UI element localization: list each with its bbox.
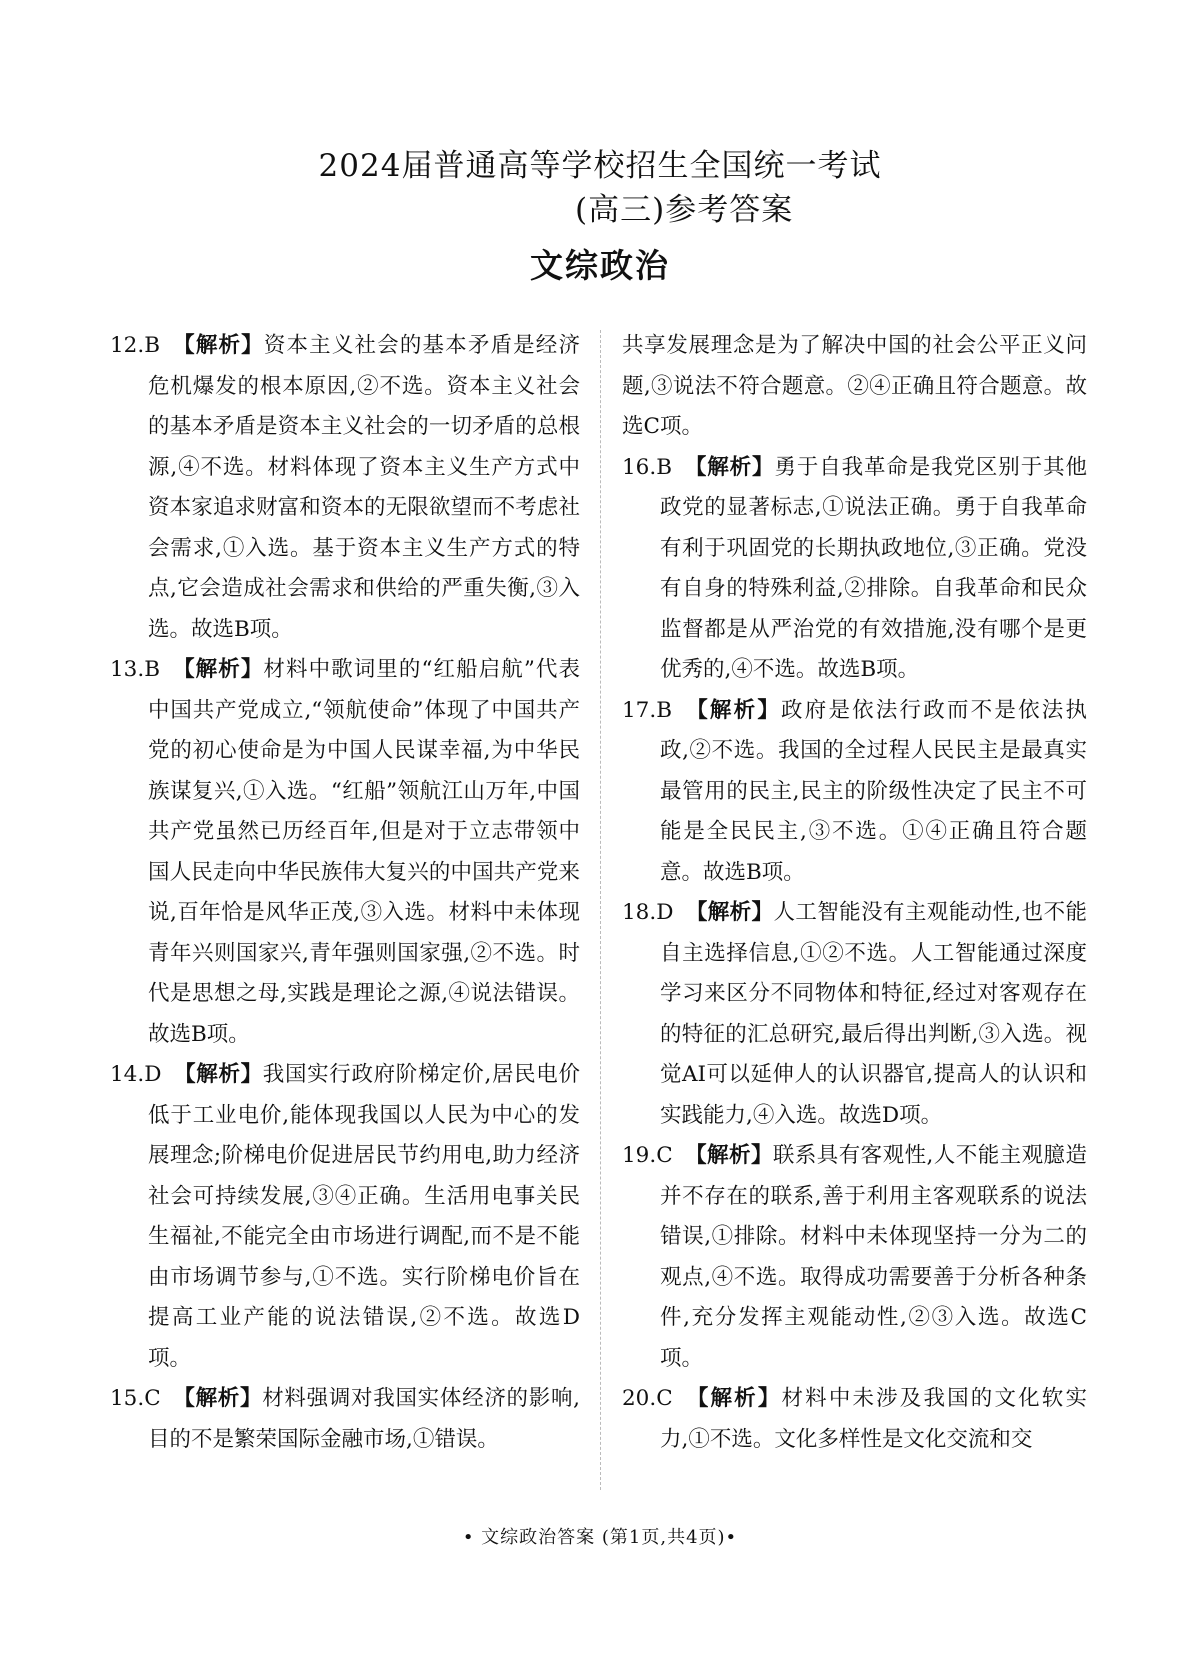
answer-explanation: 材料强调对我国实体经济的影响,目的不是繁荣国际金融市场,①错误。 [148, 1386, 580, 1452]
answer-item-12 [110, 326, 580, 650]
question-number: 13.B [110, 657, 160, 682]
answer-item-14 [110, 1055, 580, 1379]
analysis-tag: 【解析】 [684, 454, 775, 480]
answer-explanation: 我国实行政府阶梯定价,居民电价低于工业电价,能体现我国以人民为中心的发展理念;阶梯电价促进居民节约用电,助力经济社会可持续发展,③④正确。生活用电事关民生福祉,不能完全由市场进行调配,而不是不能由市场调节参与,①不选。实行阶梯电价旨在提高工业产能的说法错误,②不选。故选D项。 [148, 1062, 580, 1371]
column-divider [600, 330, 601, 1490]
analysis-tag: 【解析】 [684, 697, 782, 723]
analysis-tag: 【解析】 [172, 333, 264, 358]
subject-heading: 文综政治 [530, 246, 670, 285]
answer-item-19 [622, 1136, 1087, 1379]
question-number: 12.B [110, 333, 160, 358]
analysis-tag: 【解析】 [172, 1386, 263, 1411]
analysis-tag: 【解析】 [173, 1062, 263, 1087]
answer-item-20 [622, 1379, 1087, 1460]
analysis-tag: 【解析】 [172, 657, 264, 682]
question-number: 17.B [622, 697, 672, 723]
question-number: 15.C [110, 1386, 161, 1411]
answer-item-17 [622, 691, 1087, 894]
question-number: 19.C [622, 1143, 673, 1168]
answer-item-13 [110, 650, 580, 1055]
question-number: 20.C [622, 1386, 673, 1411]
answer-explanation: 材料中歌词里的“红船启航”代表中国共产党成立,“领航使命”体现了中国共产党的初心使命是为中国人民谋幸福,为中华民族谋复兴,①入选。“红船”领航江山万年,中国共产党虽然已历经百年,但是对于立志带领中国人民走向中华民族伟大复兴的中国共产党来说,百年恰是风华正茂,③入选。材料中未体现青年兴则国家兴,青年强则国家强,②不选。时代是思想之母,实践是理论之源,④说法错误。故选B项。 [148, 657, 580, 1047]
analysis-tag: 【解析】 [685, 900, 774, 925]
answer-explanation: 联系具有客观性,人不能主观臆造并不存在的联系,善于利用主客观联系的说法错误,①排除。材料中未体现坚持一分为二的观点,④不选。取得成功需要善于分析各种条件,充分发挥主观能动性,②③入选。故选C项。 [660, 1143, 1087, 1371]
question-number: 16.B [622, 454, 672, 480]
page-title-line1: 2024届普通高等学校招生全国统一考试 [318, 148, 882, 184]
answer-explanation: 勇于自我革命是我党区别于其他政党的显著标志,①说法正确。勇于自我革命有利于巩固党的长期执政地位,③正确。党没有自身的特殊利益,②排除。自我革命和民众监督都是从严治党的有效措施,没有哪个是更优秀的,④不选。故选B项。 [660, 454, 1087, 682]
answer-explanation: 材料中未涉及我国的文化软实力,①不选。文化多样性是文化交流和交 [660, 1386, 1087, 1452]
page-footer: • 文综政治答案 (第1页,共4页)• [462, 1527, 738, 1548]
analysis-tag: 【解析】 [684, 1386, 782, 1411]
answer-explanation: 资本主义社会的基本矛盾是经济危机爆发的根本原因,②不选。资本主义社会的基本矛盾是资本主义社会的一切矛盾的总根源,④不选。材料体现了资本主义生产方式中资本家追求财富和资本的无限欲望而不考虑社会需求,①入选。基于资本主义生产方式的特点,它会造成社会需求和供给的严重失衡,③入选。故选B项。 [148, 333, 580, 642]
answer-explanation: 政府是依法行政而不是依法执政,②不选。我国的全过程人民民主是最真实最管用的民主,民主的阶级性决定了民主不可能是全民民主,③不选。①④正确且符合题意。故选B项。 [660, 697, 1087, 885]
answer-explanation: 人工智能没有主观能动性,也不能自主选择信息,①②不选。人工智能通过深度学习来区分不同物体和特征,经过对客观存在的特征的汇总研究,最后得出判断,③入选。视觉AI可以延伸人的认识器官,提高人的认识和实践能力,④入选。故选D项。 [660, 900, 1087, 1128]
right-answer-column [622, 326, 1087, 1460]
answer-item-16 [622, 448, 1087, 691]
answer-item-18 [622, 893, 1087, 1136]
analysis-tag: 【解析】 [684, 1143, 773, 1168]
left-answer-column [110, 326, 580, 1460]
answer-item-15-continued: 共享发展理念是为了解决中国的社会公平正义问题,③说法不符合题意。②④正确且符合题意。故选C项。 [622, 333, 1087, 439]
page-title-line2: (高三)参考答案 [575, 192, 794, 228]
question-number: 18.D [622, 900, 674, 925]
answer-item-15 [110, 1379, 580, 1460]
question-number: 14.D [110, 1062, 162, 1087]
